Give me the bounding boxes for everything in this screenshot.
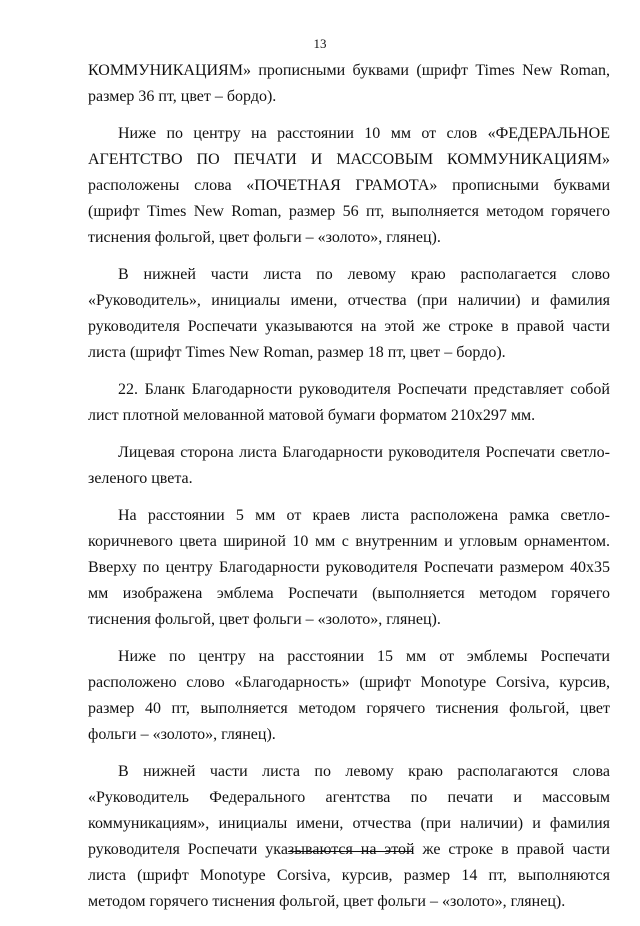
paragraph-blagodarnost-word: Ниже по центру на расстоянии 15 мм от эмблемы Роспечати расположено слово «Благодарность» (шрифт Monotype Corsiva, курсив, размер 40 пт, выполняется методом горячего тиснения фольгой, цвет фольги – «золото», глянец). <box>88 648 610 743</box>
paragraph-gramota-title: Ниже по центру на расстоянии 10 мм от слов «ФЕДЕРАЛЬНОЕ АГЕНТСТВО ПО ПЕЧАТИ И МАССОВЫМ КОММУНИКАЦИЯМ» расположены слова «ПОЧЕТНАЯ ГРАМОТА» прописными буквами (шрифт Times New Roman, размер 56 пт, выполняется методом горячего тиснения фольгой, цвет фольги – «золото», глянец). <box>88 125 610 246</box>
paragraph-blagodarnost-color: Лицевая сторона листа Благодарности руководителя Роспечати светло-зеленого цвета. <box>88 444 610 487</box>
paragraph-blagodarnost-frame: На расстоянии 5 мм от краев листа расположена рамка светло-коричневого цвета шириной 10 мм с внутренним и угловым орнаментом. Вверху по центру Благодарности руководителя Роспечати размером 40х35 мм изображена эмблема Роспечати (выполняется методом горячего тиснения фольгой, цвет фольги – «золото», глянец). <box>88 507 610 628</box>
paragraph-blagodarnost-blank: 22. Бланк Благодарности руководителя Роспечати представляет собой лист плотной мелованной матовой бумаги форматом 210х297 мм. <box>88 381 610 424</box>
page-number: 13 <box>313 36 327 51</box>
paragraph-gramota-signature: В нижней части листа по левому краю располагается слово «Руководитель», инициалы имени, отчества (при наличии) и фамилия руководителя Роспечати указываются на этой же строке в правой части листа (шрифт Times New Roman, размер 18 пт, цвет – бордо). <box>88 266 610 361</box>
end-divider-line <box>288 851 413 852</box>
paragraph-blagodarnost-signature: В нижней части листа по левому краю располагаются слова «Руководитель Федерального агентства по печати и массовым коммуникациям», инициалы имени, отчества (при наличии) и фамилия руководителя Роспечати указываются на этой же строке в правой части листа (шрифт Monotype Corsiva, курсив, размер 14 пт, выполняются методом горячего тиснения фольгой, цвет фольги – «золото», глянец). <box>88 763 610 910</box>
paragraph-continuation: КОММУНИКАЦИЯМ» прописными буквами (шрифт Times New Roman, размер 36 пт, цвет – бордо). <box>88 62 610 105</box>
document-body <box>88 58 610 926</box>
